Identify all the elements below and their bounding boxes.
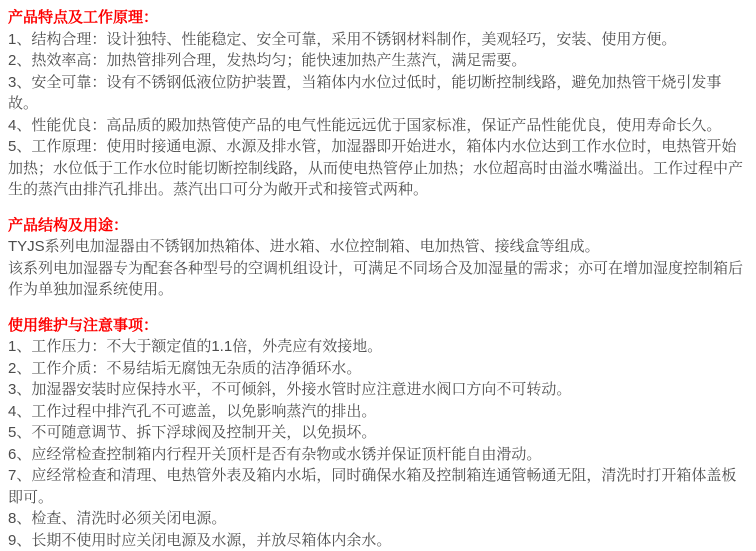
section-maintenance-notes bbox=[8, 315, 748, 551]
section-product-features bbox=[8, 7, 748, 201]
list-item: 9、长期不使用时应关闭电源及水源，并放尽箱体内余水。 bbox=[8, 530, 748, 551]
list-item: 3、安全可靠：设有不锈钢低液位防护装置，当箱体内水位过低时，能切断控制线路，避免加热管干烧引发事故。 bbox=[8, 72, 748, 115]
section-product-structure bbox=[8, 215, 748, 301]
paragraph: TYJS系列电加湿器由不锈钢加热箱体、进水箱、水位控制箱、电加热管、接线盒等组成。 bbox=[8, 236, 748, 258]
list-item: 5、不可随意调节、拆下浮球阀及控制开关，以免损坏。 bbox=[8, 422, 748, 444]
section-heading-maintenance: 使用维护与注意事项： bbox=[8, 315, 748, 337]
list-item: 1、工作压力：不大于额定值的1.1倍，外壳应有效接地。 bbox=[8, 336, 748, 358]
list-item: 4、工作过程中排汽孔不可遮盖，以免影响蒸汽的排出。 bbox=[8, 401, 748, 423]
section-heading-features: 产品特点及工作原理： bbox=[8, 7, 748, 29]
list-item: 6、应经常检查控制箱内行程开关顶杆是否有杂物或水锈并保证顶杆能自由滑动。 bbox=[8, 444, 748, 466]
list-item: 8、检查、清洗时必须关闭电源。 bbox=[8, 508, 748, 530]
list-item: 1、结构合理：设计独特、性能稳定、安全可靠，采用不锈钢材料制作，美观轻巧，安装、使用方便。 bbox=[8, 29, 748, 51]
list-item: 4、性能优良：高品质的殿加热管使产品的电气性能远远优于国家标准，保证产品性能优良，使用寿命长久。 bbox=[8, 115, 748, 137]
paragraph: 该系列电加湿器专为配套各种型号的空调机组设计，可满足不同场合及加湿量的需求；亦可在增加湿度控制箱后作为单独加湿系统使用。 bbox=[8, 258, 748, 301]
list-item: 2、工作介质：不易结垢无腐蚀无杂质的洁净循环水。 bbox=[8, 358, 748, 380]
list-item: 5、工作原理：使用时接通电源、水源及排水管，加湿器即开始进水，箱体内水位达到工作水位时，电热管开始加热；水位低于工作水位时能切断控制线路，从而使电热管停止加热；水位超高时由溢水嘴溢出。工作过程中产生的蒸汽由排汽孔排出。蒸汽出口可分为敞开式和接管式两种。 bbox=[8, 136, 748, 201]
list-item: 7、应经常检查和清理、电热管外表及箱内水垢，同时确保水箱及控制箱连通管畅通无阻，清洗时打开箱体盖板即可。 bbox=[8, 465, 748, 508]
section-heading-structure: 产品结构及用途： bbox=[8, 215, 748, 237]
list-item: 3、加湿器安装时应保持水平，不可倾斜，外接水管时应注意进水阀口方向不可转动。 bbox=[8, 379, 748, 401]
list-item: 2、热效率高：加热管排列合理，发热均匀；能快速加热产生蒸汽，满足需要。 bbox=[8, 50, 748, 72]
